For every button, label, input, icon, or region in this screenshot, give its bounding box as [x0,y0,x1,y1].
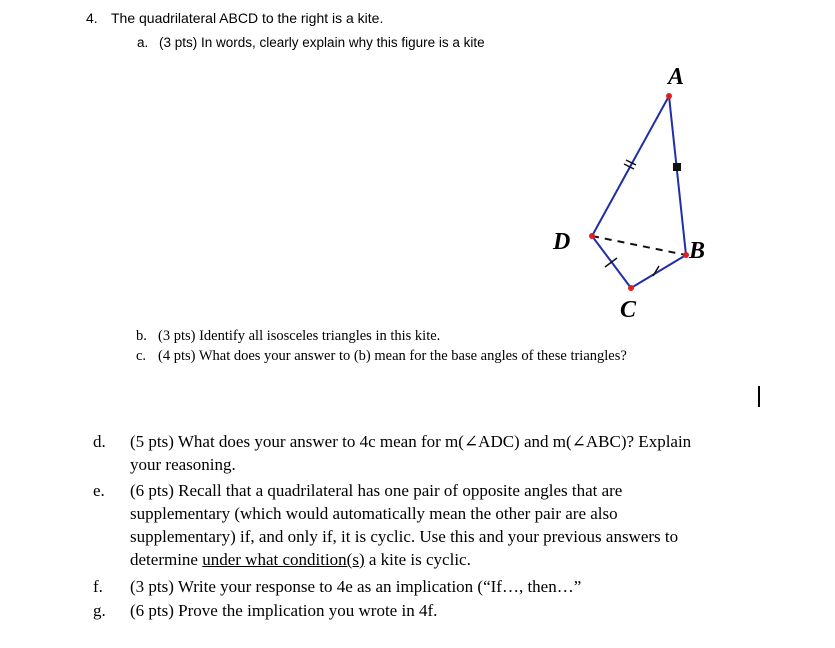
vertex-c-dot [628,285,634,291]
part-b [136,328,440,345]
part-e-line-1: (6 pts) Recall that a quadrilateral has one pair of opposite angles that are [130,481,623,500]
edge-cb [631,255,686,288]
vertex-d-label: D [553,229,571,255]
part-b-text: (3 pts) Identify all isosceles triangles in this kite. [158,328,441,344]
part-f-label: f. [93,577,103,596]
part-c-text: (4 pts) What does your answer to (b) mean for the base angles of these triangles? [158,348,627,364]
part-b-label: b. [136,328,147,344]
part-e-label: e. [93,481,105,500]
part-c-label: c. [136,348,147,364]
part-a-text: (3 pts) In words, clearly explain why this figure is a kite [159,35,485,50]
part-a [137,35,485,50]
kite-figure [540,55,720,325]
part-d [93,430,793,478]
part-e-line-4-post: a kite is cyclic. [364,550,471,569]
tick-mark-ab [673,163,681,171]
part-e [93,479,793,575]
part-c [136,348,627,365]
part-e-line-3: supplementary) if, and only if, it is cyclic. Use this and your previous answers to [130,527,679,546]
edge-ad [592,96,669,236]
part-d-line-1: (5 pts) What does your answer to 4c mean for m(∠ADC) and m(∠ABC)? Explain [130,432,692,451]
diagonal-db [592,236,686,255]
edge-ab [669,96,686,255]
vertex-c-label: C [620,297,637,323]
part-d-line-2: your reasoning. [130,455,236,474]
part-e-line-4 [130,548,678,571]
part-g-label: g. [93,601,106,620]
part-e-line-2: supplementary (which would automatically mean the other pair are also [130,504,618,523]
part-e-underlined-phrase: under what condition(s) [202,550,365,569]
text-cursor [758,386,760,407]
question-number: 4. [86,10,98,26]
part-g-text: (6 pts) Prove the implication you wrote in 4f. [130,601,438,620]
tick-marks-ad [624,160,636,169]
part-f-text: (3 pts) Write your response to 4e as an implication (“If…, then…” [130,577,582,596]
part-d-label: d. [93,432,106,451]
part-a-label: a. [137,35,149,50]
question-4 [86,10,383,26]
vertex-a-label: A [668,64,685,90]
vertex-d-dot [589,233,595,239]
part-f [93,575,793,599]
vertex-a-dot [666,93,672,99]
question-text: The quadrilateral ABCD to the right is a kite. [111,10,384,26]
part-e-line-4-pre: determine [130,550,203,569]
vertex-b-label: B [689,238,706,264]
part-g [93,599,793,623]
